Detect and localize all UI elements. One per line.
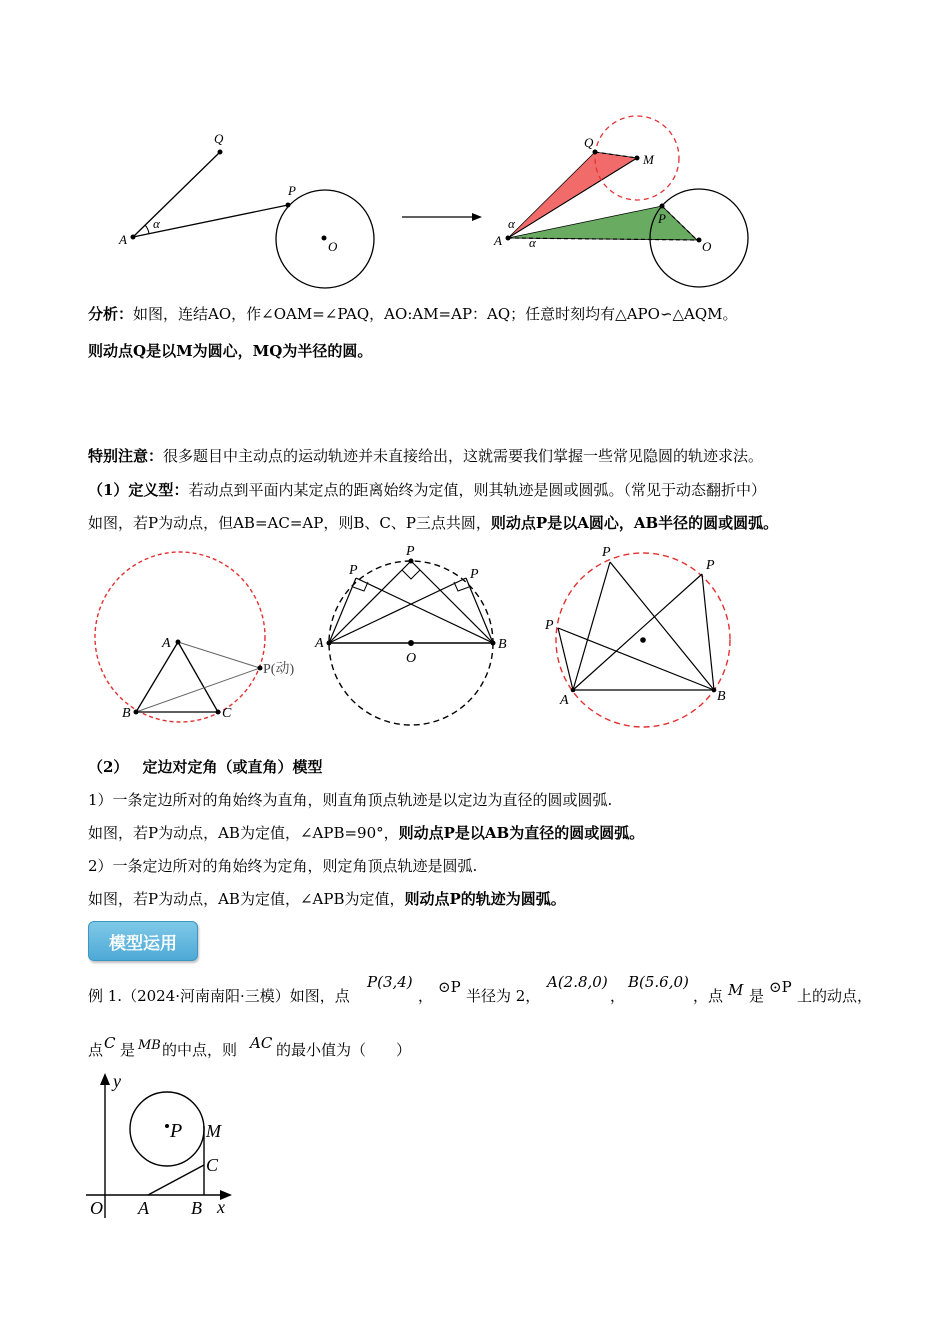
- example1-mb: MB: [138, 1038, 161, 1053]
- label-m: M: [643, 152, 654, 167]
- label-p2: P: [658, 211, 666, 226]
- label-o2: O: [702, 239, 712, 254]
- c2-label-p-right: P: [470, 567, 479, 582]
- example1-point-a: A(2.8,0): [547, 973, 608, 991]
- example1-line2-c: 的中点，则: [162, 1041, 238, 1059]
- example1-m: M: [728, 981, 744, 999]
- type1-line: [88, 479, 766, 501]
- rule2-example-line: [88, 888, 566, 910]
- c1-label-c: C: [222, 706, 232, 721]
- fig3-label-p: P: [170, 1120, 183, 1142]
- example1-line1-c: 上的动点，: [797, 987, 873, 1005]
- example1-c: C: [104, 1034, 116, 1052]
- type2-line: [88, 756, 322, 778]
- c2-label-p-top: P: [406, 544, 415, 559]
- label-q: Q: [214, 131, 224, 146]
- c2-label-b: B: [498, 637, 507, 652]
- example1-line1-b: ，点: [693, 987, 724, 1005]
- fig3-label-x: x: [217, 1197, 225, 1217]
- analysis-line: [88, 303, 738, 325]
- c1-label-p: P(动): [263, 662, 295, 677]
- label-alpha-b: α: [529, 235, 536, 250]
- fig3-label-b: B: [191, 1198, 202, 1218]
- figure-1-left: [100, 120, 500, 280]
- rule1-example-text: 如图，若P为动点，AB为定值，∠APB=90°，: [88, 824, 399, 842]
- c2-label-o: O: [406, 651, 417, 666]
- conclusion-text: 则动点Q是以M为圆心，MQ为半径的圆。: [88, 342, 373, 360]
- c1-label-a: A: [162, 636, 171, 651]
- c3-label-p-left: P: [545, 618, 554, 633]
- rule2-example-bold: 则动点P的轨迹为圆弧。: [404, 890, 566, 908]
- example1-point-p: P(3,4): [367, 973, 413, 991]
- c2-label-a: A: [315, 636, 324, 651]
- type2-label: （2）: [88, 758, 129, 776]
- example1-ac: AC: [250, 1034, 273, 1052]
- model-application-badge: 模型运用: [88, 921, 198, 961]
- fig3-label-c: C: [206, 1155, 219, 1175]
- example1-sep1: ，: [418, 987, 434, 1005]
- type2-title: 定边对定角（或直角）模型: [142, 758, 323, 776]
- fig3-label-m: M: [206, 1121, 221, 1141]
- type1-example-bold: 则动点P是以A圆心，AB半径的圆或圆弧。: [490, 514, 779, 532]
- figure-2-circle-def: [80, 545, 300, 735]
- c2-label-p-left: P: [349, 563, 358, 578]
- c3-label-b: B: [717, 689, 726, 704]
- figure-3-coordinate: [84, 1070, 254, 1220]
- note-line: [88, 445, 763, 467]
- fig3-label-o: O: [90, 1198, 103, 1218]
- example1-point-b: B(5.6,0): [628, 973, 689, 991]
- analysis-label: 分析：: [88, 305, 134, 323]
- label-alpha: α: [153, 216, 160, 231]
- label-a2: A: [494, 233, 502, 248]
- example1-line1-a: 例 1.（2024·河南南阳·三模）如图，点: [88, 987, 350, 1005]
- rule2-line: [88, 855, 477, 877]
- c3-label-a: A: [560, 693, 569, 708]
- rule1-text: 1）一条定边所对的角始终为直角，则直角顶点轨迹是以定边为直径的圆或圆弧.: [88, 791, 613, 809]
- fig3-label-a: A: [138, 1198, 149, 1218]
- example1-line2-d: 的最小值为（ ）: [276, 1041, 412, 1059]
- label-alpha-a: α: [508, 216, 515, 231]
- label-o: O: [328, 239, 338, 254]
- rule1-example-bold: 则动点P是以AB为直径的圆或圆弧。: [398, 824, 645, 842]
- label-a: A: [119, 232, 127, 247]
- fig3-label-y: y: [113, 1071, 121, 1091]
- label-p: P: [288, 183, 296, 198]
- rule1-line: [88, 789, 612, 811]
- c1-label-b: B: [122, 706, 131, 721]
- analysis-text: 如图，连结AO，作∠OAM=∠PAQ，AO:AM=AP：AQ；任意时刻均有△APO∽△AQM。: [133, 305, 738, 323]
- figure-1-right: [490, 112, 790, 282]
- type1-example-line: [88, 512, 778, 534]
- rule2-text: 2）一条定边所对的角始终为定角，则定角顶点轨迹是圆弧.: [88, 857, 478, 875]
- example1-radius: 半径为 2，: [466, 987, 541, 1005]
- rule2-example-text: 如图，若P为动点，AB为定值，∠APB为定值，: [88, 890, 405, 908]
- type1-label: （1）定义型：: [88, 481, 189, 499]
- c3-label-p-top: P: [602, 545, 611, 560]
- figure-2-circle-right-angle: [313, 540, 513, 730]
- conclusion-line: [88, 340, 372, 362]
- example1-circle-p: ⊙P: [438, 978, 461, 996]
- label-q2: Q: [584, 135, 594, 150]
- c3-label-p-right: P: [706, 558, 715, 573]
- note-label: 特别注意：: [88, 447, 164, 465]
- example1-circle-p2: ⊙P: [769, 978, 792, 996]
- type1-example-text: 如图，若P为动点，但AB=AC=AP，则B、C、P三点共圆，: [88, 514, 491, 532]
- type1-text: 若动点到平面内某定点的距离始终为定值，则其轨迹是圆或圆弧。（常见于动态翻折中）: [188, 481, 766, 499]
- note-text: 很多题目中主动点的运动轨迹并未直接给出，这就需要我们掌握一些常见隐圆的轨迹求法。: [163, 447, 764, 465]
- example1-line2-a: 点: [88, 1041, 104, 1059]
- example1-sep2: ，: [610, 987, 626, 1005]
- rule1-example-line: [88, 822, 644, 844]
- figure-2-circle-fixed-angle: [540, 540, 760, 730]
- example1-is: 是: [749, 987, 765, 1005]
- example1-line2-b: 是: [120, 1041, 136, 1059]
